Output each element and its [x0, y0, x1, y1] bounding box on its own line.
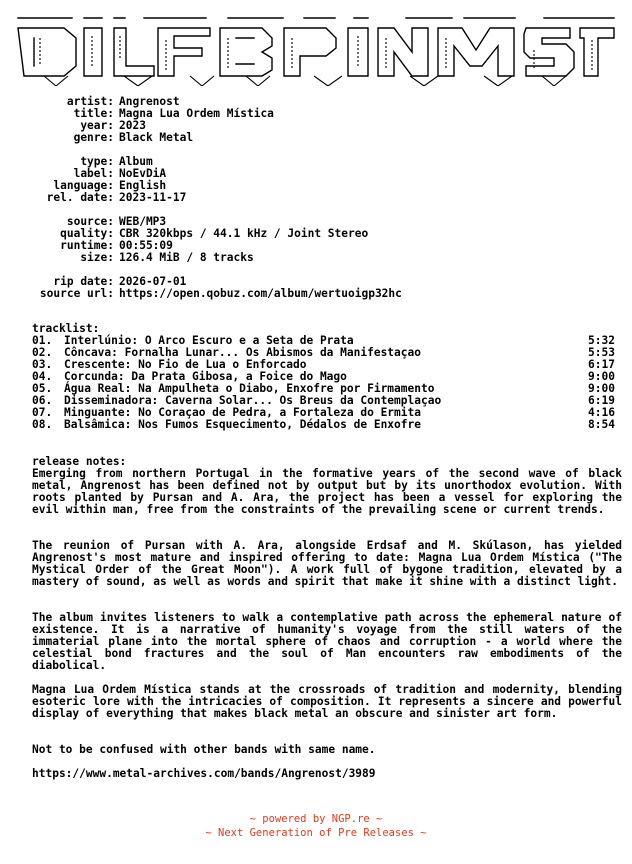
footer-powered-by[interactable]: ~ powered by NGP.re ~ — [249, 813, 383, 825]
info-value: CBR 320kbps / 44.1 kHz / Joint Stereo — [119, 227, 369, 240]
track-number: 01. — [32, 334, 53, 347]
track-duration: 8:54 — [588, 418, 615, 431]
info-row — [0, 252, 632, 264]
release-note-paragraph: Emerging from northern Portugal in the formative years of the second wave of black metal, Angrenost has been defined not by output but by its unorthodox evolution. With roots planted by Pursan and A. Ara, the project has been a vessel for exploring the evil within man, free from the constraints of the prevailing scene or current trends. — [32, 467, 622, 516]
info-key: label: — [73, 167, 114, 180]
track-number: 04. — [32, 370, 53, 383]
track-title: Interlúnio: O Arco Escuro e a Seta de Prata — [64, 334, 354, 347]
release-note-paragraph: Not to be confused with other bands with same name. — [32, 743, 376, 756]
info-key: source url: — [39, 287, 114, 300]
track-number: 02. — [32, 346, 53, 359]
info-value: Angrenost — [119, 95, 180, 108]
ascii-logo — [14, 10, 618, 86]
track-title: Balsâmica: Nos Fumos Esquecimento, Dédalos de Enxofre — [64, 418, 421, 431]
track-title: Disseminadora: Caverna Solar... Os Breus da Contemplaçao — [64, 394, 442, 407]
info-value: 126.4 MiB / 8 tracks — [119, 251, 254, 264]
track-number: 05. — [32, 382, 53, 395]
track-number: 06. — [32, 394, 53, 407]
info-key: rel. date: — [46, 191, 114, 204]
info-value: English — [119, 179, 167, 192]
track-duration: 4:16 — [588, 406, 615, 419]
info-key: artist: — [66, 95, 114, 108]
info-row — [0, 288, 632, 300]
info-key: quality: — [60, 227, 114, 240]
track-duration: 5:32 — [588, 334, 615, 347]
info-row — [0, 192, 632, 204]
info-value: Magna Lua Ordem Mística — [119, 107, 274, 120]
info-value: Album — [119, 155, 153, 168]
info-value: 2026-07-01 — [119, 275, 187, 288]
track-title: Crescente: No Fio de Lua o Enforcado — [64, 358, 307, 371]
info-value: Black Metal — [119, 131, 194, 144]
info-row — [0, 132, 632, 144]
info-key: size: — [80, 251, 114, 264]
info-key: type: — [80, 155, 114, 168]
track-title: Água Real: Na Ampulheta o Diabo, Enxofre por Firmamento — [64, 382, 435, 395]
info-value[interactable]: https://open.qobuz.com/album/wertuoigp32hc — [119, 287, 402, 300]
archive-link[interactable]: https://www.metal-archives.com/bands/Angrenost/3989 — [32, 767, 376, 780]
info-value: WEB/MP3 — [119, 215, 167, 228]
track-row — [0, 419, 632, 431]
release-note-paragraph: The reunion of Pursan with A. Ara, alongside Erdsaf and M. Skúlason, has yielded Angrenost's most mature and inspired offering to date: Magna Lua Ordem Mística ("The Mystical Order of the Great Moon"). A work full of bygone tradition, elevated by a mastery of sound, as well as words and spirit that make it shine with a distinct light. — [32, 539, 622, 588]
track-title: Minguante: No Coraçao de Pedra, a Fortaleza do Ermita — [64, 406, 421, 419]
info-key: rip date: — [53, 275, 114, 288]
release-note-paragraph: The album invites listeners to walk a contemplative path across the ephemeral nature of existence. It is a narrative of humanity's voyage from the still waters of the immaterial plane into the mortal sphere of chaos and corruption - a world where the celestial bond fractures and the soul of Man encounters raw embodiments of the diabolical. — [32, 611, 622, 672]
info-value: 2023-11-17 — [119, 191, 187, 204]
info-key: source: — [66, 215, 114, 228]
track-duration: 6:17 — [588, 358, 615, 371]
track-number: 07. — [32, 406, 53, 419]
release-notes-heading: release notes: — [32, 455, 127, 468]
info-key: year: — [80, 119, 114, 132]
track-number: 08. — [32, 418, 53, 431]
track-number: 03. — [32, 358, 53, 371]
info-value: 00:55:09 — [119, 239, 173, 252]
info-key: genre: — [73, 131, 114, 144]
info-key: language: — [53, 179, 114, 192]
info-key: runtime: — [60, 239, 114, 252]
track-duration: 9:00 — [588, 382, 615, 395]
track-title: Corcunda: Da Prata Gibosa, a Foice do Mago — [64, 370, 347, 383]
track-duration: 9:00 — [588, 370, 615, 383]
release-note-paragraph: Magna Lua Ordem Mística stands at the crossroads of tradition and modernity, blending esoteric lore with the intricacies of composition. It represents a sincere and powerful display of everything that makes black metal an obscure and sinister art form. — [32, 683, 622, 720]
track-duration: 5:53 — [588, 346, 615, 359]
tracklist-heading: tracklist: — [32, 322, 100, 335]
track-duration: 6:19 — [588, 394, 615, 407]
footer-tagline: ~ Next Generation of Pre Releases ~ — [205, 827, 427, 839]
track-title: Côncava: Fornalha Lunar... Os Abismos da Manifestaçao — [64, 346, 421, 359]
info-value: 2023 — [119, 119, 146, 132]
info-value: NoEvDiA — [119, 167, 167, 180]
info-key: title: — [73, 107, 114, 120]
